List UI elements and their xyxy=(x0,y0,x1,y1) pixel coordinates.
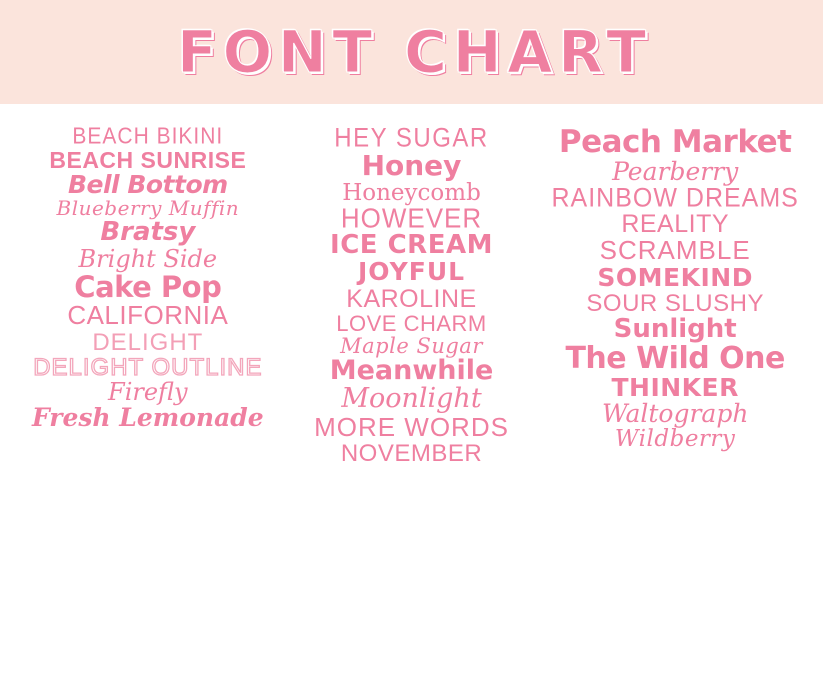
font-columns xyxy=(0,104,823,466)
font-sample: Meanwhile xyxy=(329,354,494,386)
font-sample: ICE CREAM xyxy=(330,230,493,261)
font-sample: LOVE CHARM xyxy=(336,310,487,336)
font-sample: MORE WORDS xyxy=(314,411,509,442)
font-sample: Peach Market xyxy=(558,124,792,160)
font-sample: DELIGHT OUTLINE xyxy=(33,353,263,381)
font-sample: Pearberry xyxy=(612,156,739,186)
font-sample: Bright Side xyxy=(78,244,218,273)
font-sample: Bratsy xyxy=(100,217,196,248)
font-sample: Firefly xyxy=(108,378,188,407)
font-sample: HEY SUGAR xyxy=(334,123,489,154)
font-sample: Honey xyxy=(361,149,462,183)
font-column-3 xyxy=(543,126,807,451)
font-sample: CALIFORNIA xyxy=(67,300,229,331)
font-sample: BEACH SUNRISE xyxy=(49,147,247,174)
font-sample: Waltograph xyxy=(601,399,749,429)
font-sample: NOVEMBER xyxy=(340,439,483,467)
font-sample: BEACH BIKINI xyxy=(72,123,224,150)
font-sample: JOYFUL xyxy=(357,257,466,287)
font-sample: SOUR SLUSHY xyxy=(586,289,764,317)
font-sample: Fresh Lemonade xyxy=(31,403,264,433)
font-sample: RAINBOW DREAMS xyxy=(551,182,799,213)
font-sample: THINKER xyxy=(611,372,739,402)
font-sample: Cake Pop xyxy=(74,269,222,304)
font-sample: REALITY xyxy=(621,210,730,239)
font-sample: DELIGHT xyxy=(92,328,204,356)
font-sample: The Wild One xyxy=(565,341,785,377)
font-sample: Blueberry Muffin xyxy=(56,196,240,221)
header-band xyxy=(0,0,823,104)
font-column-1 xyxy=(16,123,280,433)
font-sample: SCRAMBLE xyxy=(599,235,751,266)
font-sample: Sunlight xyxy=(613,314,737,345)
font-sample: SOMEKIND xyxy=(597,262,753,292)
font-sample: Bell Bottom xyxy=(67,170,228,200)
font-sample: Honeycomb xyxy=(342,179,481,206)
page-title: FONT CHART xyxy=(177,18,652,86)
font-sample: KAROLINE xyxy=(346,284,477,313)
font-sample: Moonlight xyxy=(341,383,482,415)
font-sample: Maple Sugar xyxy=(340,333,483,358)
font-sample: HOWEVER xyxy=(340,201,483,234)
font-sample: Wildberry xyxy=(614,426,736,453)
font-column-2 xyxy=(280,123,544,467)
